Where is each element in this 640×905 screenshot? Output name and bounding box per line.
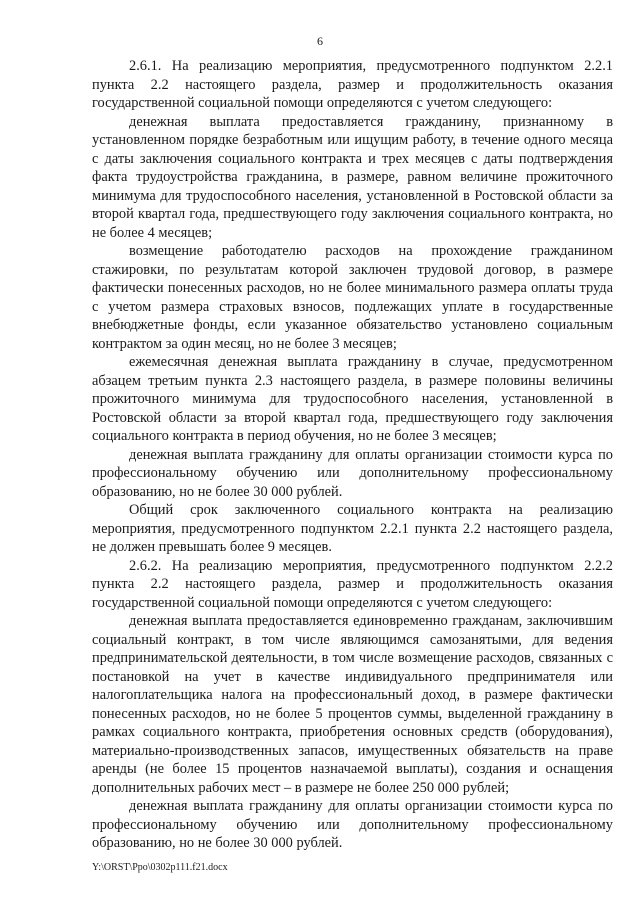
page-number: 6 xyxy=(317,34,323,48)
paragraph-unemployed-payment: денежная выплата предоставляется гражданину, признанному в установленном порядке безработным или ищущим работу, в течение одного месяца с даты заключения социального контракта и трех месяцев с даты подтверждения факта трудоустройства гражданина, в размере, равном величине прожиточного минимума для трудоспособного населения, установленной в Ростовской области за второй квартал года, предшествующего году заключения социального контракта, но не более 4 месяцев; xyxy=(92,113,613,241)
paragraph-contract-term: Общий срок заключенного социального контракта на реализацию мероприятия, предусмотренного подпунктом 2.2.1 пункта 2.2 настоящего раздела, не должен превышать более 9 месяцев. xyxy=(92,502,613,555)
paragraph-monthly-payment: ежемесячная денежная выплата гражданину в случае, предусмотренном абзацем третьим пункта 2.3 настоящего раздела, в размере половины величины прожиточного минимума для трудоспособного населения, установленной в Ростовской области за второй квартал года, предшествующего году заключения социального контракта в период обучения, но не более 3 месяцев; xyxy=(92,354,613,444)
paragraph-2-6-2: 2.6.2. На реализацию мероприятия, предусмотренного подпунктом 2.2.2 пункта 2.2 настоящего раздела, размер и продолжительность оказания государственной социальной помощи определяются с учетом следующего: xyxy=(92,557,613,611)
paragraph-2-6-1: 2.6.1. На реализацию мероприятия, предусмотренного подпунктом 2.2.1 пункта 2.2 настоящего раздела, размер и продолжительность оказания государственной социальной помощи определяются с учетом следующего: xyxy=(92,58,613,111)
paragraph-training-payment: денежная выплата гражданину для оплаты организации стоимости курса по профессиональному обучению или дополнительному профессиональному образованию, но не более 30 000 рублей. xyxy=(92,446,613,500)
paragraph-training-payment-2: денежная выплата гражданину для оплаты организации стоимости курса по профессиональному обучению или дополнительному профессиональному образованию, но не более 30 000 рублей. xyxy=(92,798,613,851)
paragraph-business-payment: денежная выплата предоставляется единовременно гражданам, заключившим социальный контракт, в том числе являющимся самозанятыми, для ведения предпринимательской деятельности, в том числе возмещение расходов, связанных с постановкой на учет в качестве индивидуального предпринимателя или налогоплательщика налога на профессиональный доход, в размере фактически понесенных расходов, но не более 5 процентов суммы, выделенной гражданину в рамках социального контракта, приобретения основных средств (оборудования), материально-производственных запасов, имущественных обязательств на праве аренды (не более 15 процентов назначаемой выплаты), создания и оснащения дополнительных рабочих мест – в размере не более 250 000 рублей; xyxy=(92,613,613,796)
file-path-footer: Y:\ORST\Ppo\0302p111.f21.docx xyxy=(92,862,228,873)
document-body xyxy=(92,57,613,853)
paragraph-employer-reimbursement: возмещение работодателю расходов на прохождение гражданином стажировки, по результатам которой заключен трудовой договор, в размере фактически понесенных расходов, но не более минимального размера оплаты труда с учетом размера страховых взносов, подлежащих уплате в государственные внебюджетные фонды, если указанное обязательство установлено социальным контрактом за один месяц, но не более 3 месяцев; xyxy=(92,243,613,352)
